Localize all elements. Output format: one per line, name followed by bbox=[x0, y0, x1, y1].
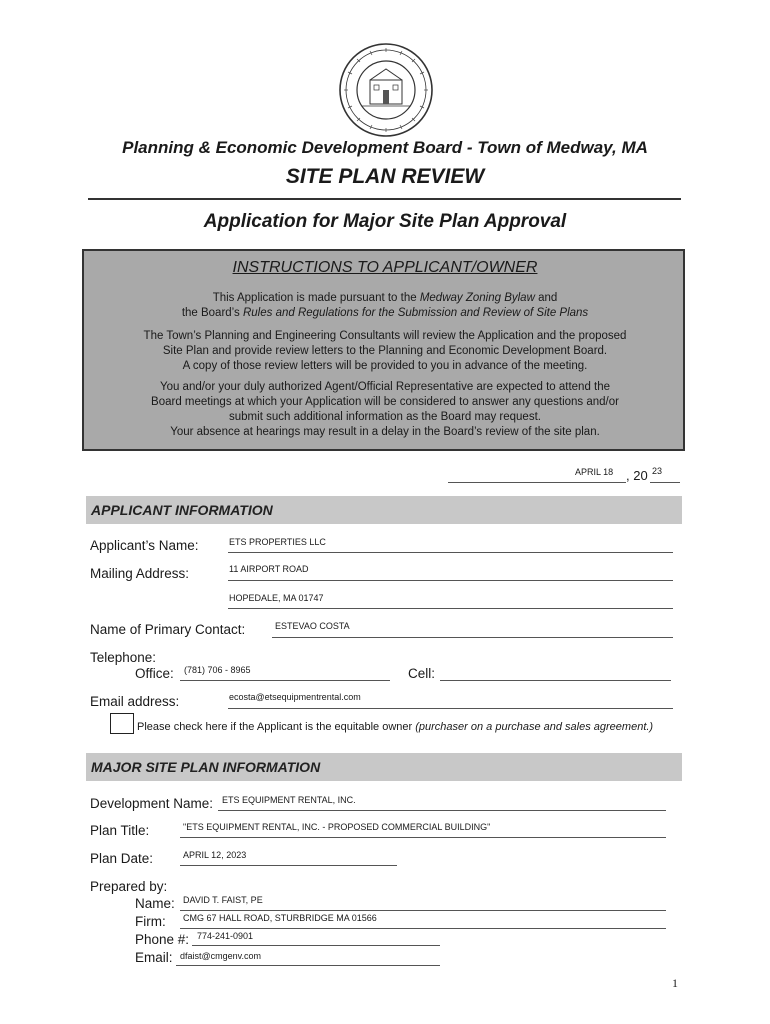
plan-title-field[interactable] bbox=[180, 837, 666, 838]
equitable-owner-checkbox[interactable] bbox=[110, 713, 134, 734]
instructions-para-3-line-4: Your absence at hearings may result in a delay in the Board’s review of the site plan. bbox=[170, 426, 600, 438]
year-underline bbox=[650, 482, 680, 483]
applicant-section-header bbox=[86, 496, 682, 524]
email-label: Email address: bbox=[90, 694, 180, 709]
mailing-address-field-2[interactable] bbox=[228, 608, 673, 609]
primary-contact-value[interactable]: ESTEVAO COSTA bbox=[275, 621, 350, 631]
office-phone-value[interactable]: (781) 706 - 8965 bbox=[184, 665, 251, 675]
mailing-address-line1[interactable]: 11 AIRPORT ROAD bbox=[229, 564, 309, 574]
equitable-owner-text: Please check here if the Applicant is the equitable owner bbox=[137, 721, 416, 733]
instructions-text: the Board’s bbox=[181, 307, 243, 319]
board-title: Planning & Economic Development Board - Town of Medway, MA bbox=[122, 138, 648, 157]
plan-date-value[interactable]: APRIL 12, 2023 bbox=[183, 850, 247, 860]
telephone-label: Telephone: bbox=[90, 650, 157, 665]
instructions-para-1-line-1 bbox=[0, 292, 770, 304]
preparer-phone-field[interactable] bbox=[192, 945, 440, 946]
preparer-name-field[interactable] bbox=[180, 910, 666, 911]
instructions-para-2-line-1: The Town’s Planning and Engineering Consultants will review the Application and the proposed bbox=[143, 330, 627, 342]
preparer-firm-field[interactable] bbox=[180, 928, 666, 929]
development-name-field[interactable] bbox=[218, 810, 666, 811]
preparer-name-value[interactable]: DAVID T. FAIST, PE bbox=[183, 895, 263, 905]
equitable-owner-label bbox=[137, 721, 653, 733]
application-title: Application for Major Site Plan Approval bbox=[203, 211, 567, 232]
email-value[interactable]: ecosta@etsequipmentrental.com bbox=[229, 692, 361, 702]
preparer-firm-value[interactable]: CMG 67 HALL ROAD, STURBRIDGE MA 01566 bbox=[183, 913, 377, 923]
review-title: SITE PLAN REVIEW bbox=[285, 165, 485, 188]
prepared-by-label: Prepared by: bbox=[90, 879, 168, 894]
office-phone-label: Office: bbox=[135, 666, 174, 681]
office-phone-field[interactable] bbox=[180, 680, 390, 681]
site-plan-section-title: MAJOR SITE PLAN INFORMATION bbox=[91, 759, 321, 775]
date-year[interactable]: 23 bbox=[652, 466, 663, 476]
page-number: 1 bbox=[672, 976, 678, 990]
applicant-section-title: APPLICANT INFORMATION bbox=[91, 502, 273, 518]
applicant-name-field[interactable] bbox=[228, 552, 673, 553]
plan-date-field[interactable] bbox=[180, 865, 397, 866]
rules-regulations-ref: Rules and Regulations for the Submission and Review of Site Plans bbox=[242, 307, 589, 319]
mailing-address-field-1[interactable] bbox=[228, 580, 673, 581]
date-underline bbox=[448, 482, 626, 483]
instructions-para-2-line-2: Site Plan and provide review letters to the Planning and Economic Development Board. bbox=[162, 345, 608, 357]
plan-title-value[interactable]: "ETS EQUIPMENT RENTAL, INC. - PROPOSED COMMERCIAL BUILDING" bbox=[183, 822, 491, 832]
preparer-email-label: Email: bbox=[135, 950, 173, 965]
title-divider bbox=[88, 198, 681, 200]
cell-phone-label: Cell: bbox=[408, 666, 436, 681]
instructions-para-3-line-1: You and/or your duly authorized Agent/Official Representative are expected to attend the bbox=[159, 381, 611, 393]
primary-contact-field[interactable] bbox=[272, 637, 673, 638]
preparer-email-value[interactable]: dfaist@cmgenv.com bbox=[180, 951, 261, 961]
plan-title-label: Plan Title: bbox=[90, 823, 150, 838]
site-plan-section-header bbox=[86, 753, 682, 781]
email-field[interactable] bbox=[228, 708, 673, 709]
instructions-text: and bbox=[534, 292, 558, 304]
instructions-para-3-line-2: Board meetings at which your Application will be considered to answer any questions and/or bbox=[151, 396, 619, 408]
date-year-prefix: , 20 bbox=[626, 468, 648, 483]
instructions-heading: INSTRUCTIONS TO APPLICANT/OWNER bbox=[232, 259, 538, 276]
applicant-name-value[interactable]: ETS PROPERTIES LLC bbox=[229, 537, 326, 547]
mailing-address-label: Mailing Address: bbox=[90, 566, 190, 581]
applicant-name-label: Applicant’s Name: bbox=[90, 538, 199, 553]
preparer-phone-value[interactable]: 774-241-0901 bbox=[197, 931, 254, 941]
date-month-day[interactable]: APRIL 18 bbox=[575, 467, 614, 477]
zoning-bylaw-ref: Medway Zoning Bylaw bbox=[419, 292, 535, 304]
instructions-para-1-line-2 bbox=[0, 307, 770, 319]
equitable-owner-note: (purchaser on a purchase and sales agreement.) bbox=[415, 721, 654, 733]
primary-contact-label: Name of Primary Contact: bbox=[90, 622, 246, 637]
instructions-para-3-line-3: submit such additional information as the Board may request. bbox=[229, 411, 541, 423]
town-seal-icon bbox=[336, 42, 436, 138]
mailing-address-line2[interactable]: HOPEDALE, MA 01747 bbox=[229, 593, 324, 603]
instructions-para-2-line-3: A copy of those review letters will be provided to you in advance of the meeting. bbox=[182, 360, 588, 372]
preparer-firm-label: Firm: bbox=[135, 914, 166, 929]
development-name-value[interactable]: ETS EQUIPMENT RENTAL, INC. bbox=[222, 795, 356, 805]
development-name-label: Development Name: bbox=[90, 796, 214, 811]
preparer-email-field[interactable] bbox=[176, 965, 440, 966]
preparer-phone-label: Phone #: bbox=[135, 932, 190, 947]
plan-date-label: Plan Date: bbox=[90, 851, 154, 866]
cell-phone-field[interactable] bbox=[440, 680, 671, 681]
preparer-name-label: Name: bbox=[135, 896, 175, 911]
instructions-text: This Application is made pursuant to the bbox=[212, 292, 420, 304]
